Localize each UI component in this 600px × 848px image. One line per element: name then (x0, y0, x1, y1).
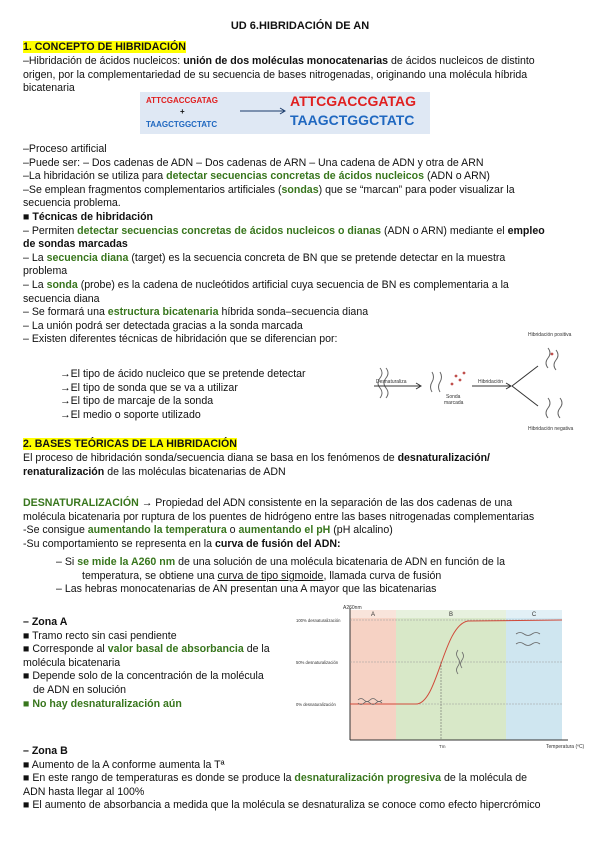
denaturation-sublist: – Si se mide la A260 nm de una solución de una molécula bicatenaria de ADN en función de la temperatura, se obtiene una curva de tipo sigmoide, llamada curva de fusión – Las hebras monocatenarias de AN presentan una A mayor que las bicatenarias (56, 556, 505, 596)
seq-plus: + (180, 107, 185, 116)
tm-marker: Tm (439, 744, 446, 749)
page-title: UD 6.HIBRIDACIÓN DE AN (230, 20, 370, 32)
fig-probe-label: Sonda (446, 394, 461, 400)
fig-positive-label: Hibridación positiva (528, 332, 572, 338)
seq-big-bot: TAAGCTGGCTATC (290, 112, 415, 128)
seq-big-top: ATTCGACCGATAG (290, 93, 416, 109)
y-annotation-100: 100% desnaturalización (296, 618, 341, 623)
fig-probe-label-2: marcada (444, 400, 464, 406)
list-item: →El tipo de sonda que se va a utilizar (60, 381, 238, 394)
y-annotation-0: 0% desnaturalización (296, 702, 336, 707)
arrow-icon (240, 106, 288, 116)
seq-small-bot: TAAGCTGGCTATC (146, 120, 218, 129)
zone-a-band (350, 610, 396, 740)
bases-paragraph: El proceso de hibridación sonda/secuencia diana se basa en los fenómenos de desnaturalización/ renaturalización de las moléculas bicatenarias de ADN (23, 452, 490, 478)
technique-sublist (60, 368, 306, 422)
sequence-figure (140, 92, 430, 134)
zone-b-text: – Zona B ■ Aumento de la A conforme aumenta la Tª ■ En este rango de temperaturas es donde se produce la desnaturalización progresiva de la molécula de ADN hasta llegar al 100% ■ El aumento de absorbancia a medida que la molécula se desnaturaliza se conoce como efecto hipercrómico (23, 745, 541, 812)
section-2-heading: 2. BASES TEÓRICAS DE LA HIBRIDACIÓN (23, 438, 237, 450)
intro-paragraph: –Hibridación de ácidos nucleicos: unión de dos moléculas monocatenarias de ácidos nucleicos de distinto origen, por la complementariedad de su secuencia de bases nitrogenadas, originando una molécula híbrida bicatenaria (23, 55, 535, 95)
hybridization-diagram (360, 328, 585, 433)
fig-hyb-label: Hibridación (478, 379, 504, 385)
y-annotation-50: 50% desnaturalización (296, 660, 339, 665)
denaturation-paragraph: DESNATURALIZACIÓN → Propiedad del ADN consistente en la separación de las dos cadenas de una molécula bicatenaria por ruptura de los puentes de hidrógeno entre las bases nitrogenadas complementarias -Se consigue aumentando la temperatura o aumentando el pH (pH alcalino) -Su comportamiento se representa en la curva de fusión del ADN: (23, 497, 535, 550)
list-lines: –Proceso artificial –Puede ser: – Dos cadenas de ADN – Dos cadenas de ARN – Una cadena de ADN y otra de ARN –La hibridación se utiliza para detectar secuencias concretas de ácidos nucleicos (ADN o ARN) –Se emplean fragmentos complementarios artificiales (sondas) que se “marcan” para poder visualizar la secuencia problema. ■ Técnicas de hibridación – Permiten detectar secuencias concretas de ácidos nucleicos o dianas (ADN o ARN) mediante el empleo de sondas marcadas – La secuencia diana (target) es la secuencia concreta de BN que se pretende detectar en la muestra problema – La sonda (probe) es la cadena de nucleótidos artificial cuya secuencia de BN es complementaria a la secuencia diana – Se formará una estructura bicatenaria híbrida sonda–secuencia diana – La unión podrá ser detectada gracias a la sonda marcada – Existen diferentes técnicas de hibridación que se diferencian por: (23, 143, 545, 346)
seq-small-top: ATTCGACCGATAG (146, 96, 218, 105)
zone-a-label: A (370, 612, 376, 618)
fig-denat-label: Desnaturaliza (376, 379, 407, 385)
fig-negative-label: Hibridación negativa (528, 426, 574, 432)
zone-b-label: B (448, 612, 454, 618)
zone-a-text: – Zona A ■ Tramo recto sin casi pendiente ■ Corresponde al valor basal de absorbancia de la molécula bicatenaria ■ Depende solo de la concentración de la molécula de ADN en solución ■ No hay desnaturalización aún (23, 616, 270, 710)
list-item: →El tipo de marcaje de la sonda (60, 395, 214, 408)
x-axis-label: Temperatura (ºC) (546, 744, 585, 750)
melting-curve-chart (288, 600, 586, 760)
zone-b-band (396, 610, 506, 740)
section-1-heading: 1. CONCEPTO DE HIBRIDACIÓN (23, 41, 186, 53)
y-axis-label: A260nm (343, 605, 362, 611)
zone-c-band (506, 610, 562, 740)
list-item: →El tipo de ácido nucleico que se pretende detectar (60, 368, 306, 380)
zone-c-label: C (531, 612, 537, 618)
list-item: →El medio o soporte utilizado (60, 408, 201, 421)
